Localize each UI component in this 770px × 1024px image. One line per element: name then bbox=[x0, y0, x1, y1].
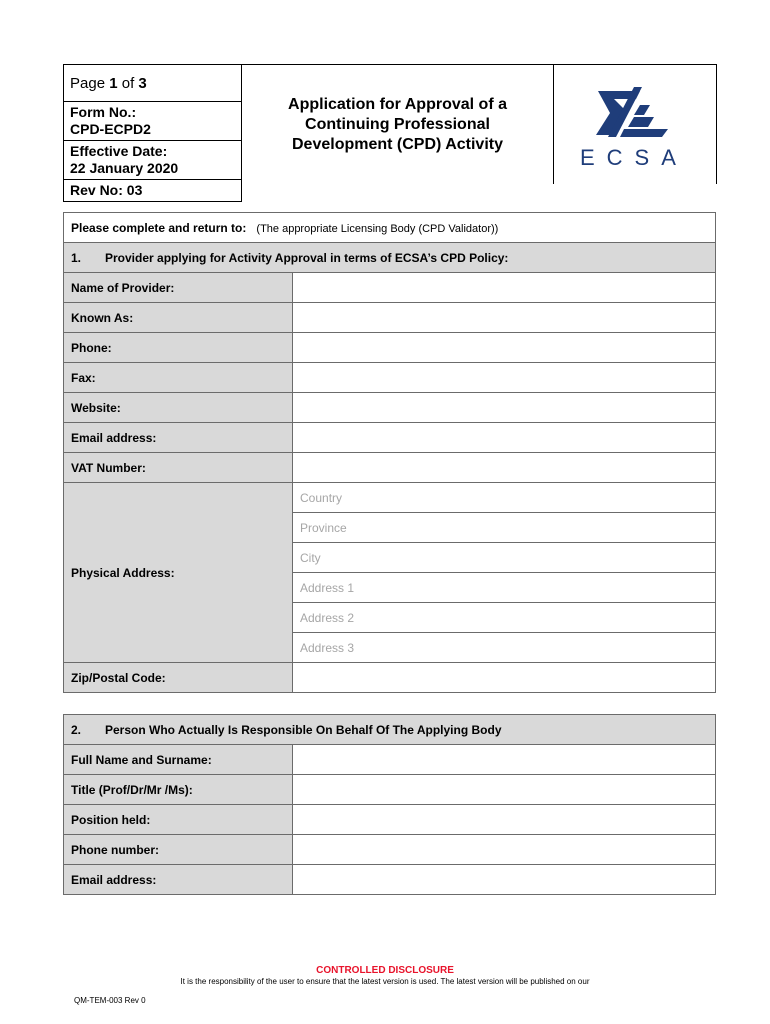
full-name-field[interactable] bbox=[293, 745, 716, 775]
table-row bbox=[64, 303, 716, 333]
province-field[interactable]: Province bbox=[293, 513, 716, 543]
contact-phone-label: Phone number: bbox=[64, 835, 293, 865]
city-field[interactable]: City bbox=[293, 543, 716, 573]
address3-field[interactable]: Address 3 bbox=[293, 633, 716, 663]
table-row bbox=[64, 333, 716, 363]
known-as-field[interactable] bbox=[293, 303, 716, 333]
section1-heading-row bbox=[64, 243, 716, 273]
intro-label: Please complete and return to: bbox=[71, 220, 247, 235]
page-of: of bbox=[121, 74, 135, 92]
vat-label: VAT Number: bbox=[64, 453, 293, 483]
ecsa-logo-text: ECSA bbox=[580, 145, 688, 170]
form-number-label: Form No.: bbox=[70, 104, 137, 120]
page-total: 3 bbox=[138, 74, 147, 92]
section2-title: Person Who Actually Is Responsible On Behalf Of The Applying Body bbox=[105, 722, 502, 737]
revision-number: Rev No: 03 bbox=[64, 179, 241, 201]
form-number bbox=[64, 101, 241, 140]
email-label: Email address: bbox=[64, 423, 293, 453]
effective-date bbox=[64, 140, 241, 179]
effective-date-value: 22 January 2020 bbox=[70, 160, 179, 176]
page-prefix: Page bbox=[70, 74, 106, 92]
table-row bbox=[64, 805, 716, 835]
form-number-value: CPD-ECPD2 bbox=[70, 121, 151, 137]
title-label: Title (Prof/Dr/Mr /Ms): bbox=[64, 775, 293, 805]
full-name-label: Full Name and Surname: bbox=[64, 745, 293, 775]
table-row bbox=[64, 745, 716, 775]
table-row bbox=[64, 663, 716, 693]
phone-label: Phone: bbox=[64, 333, 293, 363]
website-field[interactable] bbox=[293, 393, 716, 423]
effective-date-label: Effective Date: bbox=[70, 143, 168, 159]
provider-name-field[interactable] bbox=[293, 273, 716, 303]
ecsa-logo bbox=[553, 64, 717, 184]
vat-field[interactable] bbox=[293, 453, 716, 483]
provider-table bbox=[63, 212, 716, 693]
intro-row bbox=[64, 213, 716, 243]
contact-email-field[interactable] bbox=[293, 865, 716, 895]
fax-field[interactable] bbox=[293, 363, 716, 393]
ecsa-logo-icon bbox=[554, 65, 718, 145]
table-row bbox=[64, 273, 716, 303]
physical-address-label: Physical Address: bbox=[64, 483, 293, 663]
address1-field[interactable]: Address 1 bbox=[293, 573, 716, 603]
zip-field[interactable] bbox=[293, 663, 716, 693]
footer-note: It is the responsibility of the user to ensure that the latest version is used. The latest version will be published on our bbox=[180, 977, 590, 986]
controlled-disclosure: CONTROLLED DISCLOSURE bbox=[316, 965, 454, 976]
table-row bbox=[64, 453, 716, 483]
contact-phone-field[interactable] bbox=[293, 835, 716, 865]
table-row bbox=[64, 393, 716, 423]
document-title bbox=[242, 64, 553, 184]
table-row bbox=[64, 483, 716, 513]
section2-heading-row bbox=[64, 715, 716, 745]
contact-email-label: Email address: bbox=[64, 865, 293, 895]
page-number: 1 bbox=[109, 74, 118, 92]
page-indicator bbox=[64, 65, 241, 101]
provider-name-label: Name of Provider: bbox=[64, 273, 293, 303]
fax-label: Fax: bbox=[64, 363, 293, 393]
section1-number: 1. bbox=[71, 250, 82, 265]
table-row bbox=[64, 865, 716, 895]
website-label: Website: bbox=[64, 393, 293, 423]
form-info-block bbox=[63, 64, 242, 202]
table-row bbox=[64, 775, 716, 805]
position-label: Position held: bbox=[64, 805, 293, 835]
intro-value: (The appropriate Licensing Body (CPD Validator)) bbox=[256, 222, 499, 235]
email-field[interactable] bbox=[293, 423, 716, 453]
section1-title: Provider applying for Activity Approval in terms of ECSA’s CPD Policy: bbox=[105, 250, 509, 265]
table-row bbox=[64, 363, 716, 393]
known-as-label: Known As: bbox=[64, 303, 293, 333]
address2-field[interactable]: Address 2 bbox=[293, 603, 716, 633]
position-field[interactable] bbox=[293, 805, 716, 835]
table-row bbox=[64, 423, 716, 453]
template-code: QM-TEM-003 Rev 0 bbox=[74, 996, 146, 1005]
section2-number: 2. bbox=[71, 722, 82, 737]
country-field[interactable]: Country bbox=[293, 483, 716, 513]
zip-label: Zip/Postal Code: bbox=[64, 663, 293, 693]
title-field[interactable] bbox=[293, 775, 716, 805]
document-title-text: Application for Approval of a Continuing Professional Development (CPD) Activity bbox=[288, 95, 507, 153]
table-row bbox=[64, 835, 716, 865]
responsible-person-table bbox=[63, 714, 716, 895]
phone-field[interactable] bbox=[293, 333, 716, 363]
